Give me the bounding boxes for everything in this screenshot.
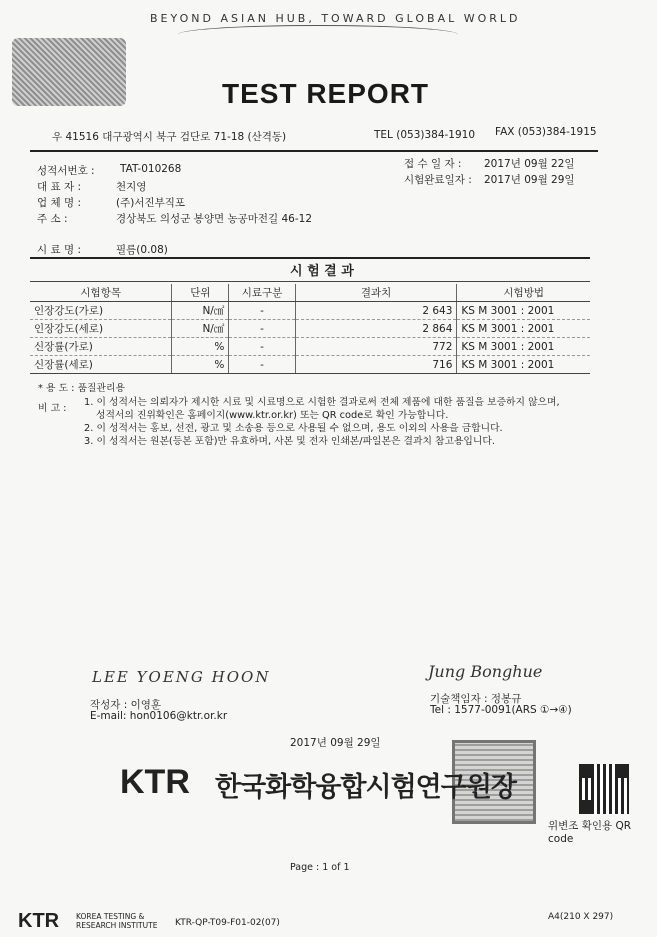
cell-result: 772	[295, 338, 457, 356]
qr-code-icon[interactable]	[579, 764, 629, 814]
tech-manager-signature: Jung Bonghue	[428, 662, 543, 681]
cell-item: 인장강도(세로)	[30, 320, 172, 338]
cell-result: 2 864	[295, 320, 457, 338]
company: (주)서진부직포	[116, 197, 186, 209]
table-row	[30, 302, 590, 320]
tech-manager-name: 기술책임자 : 정봉규	[430, 693, 522, 705]
cell-class: -	[229, 320, 295, 338]
col-header-class: 시료구분	[229, 284, 295, 302]
cell-method: KS M 3001 : 2001	[457, 338, 590, 356]
cell-class: -	[229, 302, 295, 320]
cell-method: KS M 3001 : 2001	[457, 356, 590, 374]
footer-ktr-logo: KTR	[18, 910, 60, 932]
cell-unit: %	[172, 338, 229, 356]
tech-manager-tel: Tel : 1577-0091(ARS ①→④)	[430, 704, 572, 716]
cell-unit: N/㎠	[172, 302, 229, 320]
col-header-result: 결과치	[295, 284, 457, 302]
remark-1b: 성적서의 진위확인은 홈페이지(www.ktr.or.kr) 또는 QR code로 확인 가능합니다.	[96, 410, 449, 421]
col-header-unit: 단위	[172, 284, 229, 302]
header-divider	[30, 150, 598, 152]
col-header-method: 시험방법	[457, 284, 590, 302]
sample-label: 시 료 명 :	[37, 244, 81, 256]
table-row	[30, 320, 590, 338]
cell-unit: N/㎠	[172, 320, 229, 338]
table-row	[30, 338, 590, 356]
completed-date-label: 시험완료일자 :	[404, 174, 472, 186]
results-heading-rule	[30, 281, 590, 282]
report-no-label: 성적서번호 :	[37, 165, 95, 177]
footer-institute-line2: RESEARCH INSTITUTE	[76, 921, 158, 930]
received-date: 2017년 09월 22일	[484, 158, 575, 170]
remark-3: 3. 이 성적서는 원본(등본 포함)만 유효하며, 사본 및 전자 인쇄본/파일본은 결과치 참고용입니다.	[84, 436, 495, 447]
representative-label: 대 표 자 :	[37, 181, 81, 193]
footer-institute-line1: KOREA TESTING &	[76, 912, 145, 921]
remark-1: 1. 이 성적서는 의뢰자가 제시한 시료 및 시료명으로 시험한 결과로써 전체 제품에 대한 품질을 보증하지 않으며,	[84, 397, 560, 408]
writer-name: 작성자 : 이영훈	[90, 699, 162, 711]
cell-unit: %	[172, 356, 229, 374]
cell-class: -	[229, 356, 295, 374]
received-date-label: 접 수 일 자 :	[404, 158, 462, 170]
remarks-label: 비 고 :	[38, 403, 67, 414]
form-number: KTR-QP-T09-F01-02(07)	[175, 918, 280, 928]
issue-date: 2017년 09월 29일	[290, 737, 381, 749]
col-header-item: 시험항목	[30, 284, 172, 302]
writer-signature: LEE YOENG HOON	[92, 668, 271, 686]
cell-class: -	[229, 338, 295, 356]
cell-method: KS M 3001 : 2001	[457, 302, 590, 320]
usage-note: * 용 도 : 품질관리용	[38, 383, 125, 394]
footer-institute	[76, 912, 157, 930]
results-top-rule	[30, 257, 590, 259]
organization-name: 한국화학융합시험연구원장	[215, 772, 516, 803]
address: 경상북도 의성군 봉양면 농공마전길 46-12	[116, 213, 313, 225]
qr-caption: 위변조 확인용 QR code	[548, 820, 632, 845]
lab-fax: FAX (053)384-1915	[495, 126, 597, 138]
sample-name: 필름(0.08)	[116, 244, 168, 256]
cell-method: KS M 3001 : 2001	[457, 320, 590, 338]
slogan: BEYOND ASIAN HUB, TOWARD GLOBAL WORLD	[150, 12, 521, 25]
page-indicator: Page : 1 of 1	[290, 862, 350, 873]
company-label: 업 체 명 :	[37, 197, 81, 209]
cell-item: 신장률(가로)	[30, 338, 172, 356]
paper-size: A4(210 X 297)	[548, 912, 614, 922]
cell-result: 716	[295, 356, 457, 374]
cell-item: 신장률(세로)	[30, 356, 172, 374]
completed-date: 2017년 09월 29일	[484, 174, 575, 186]
table-row	[30, 356, 590, 374]
representative: 천지영	[116, 181, 147, 193]
cell-result: 2 643	[295, 302, 457, 320]
address-label: 주 소 :	[37, 213, 68, 225]
ktr-logo: KTR	[120, 763, 190, 801]
table-header-row	[30, 284, 590, 302]
slogan-arc	[178, 25, 458, 44]
security-pattern-image	[12, 38, 126, 106]
page-title: TEST REPORT	[222, 78, 430, 109]
results-table	[30, 284, 590, 374]
cell-item: 인장강도(가로)	[30, 302, 172, 320]
lab-address: 우 41516 대구광역시 북구 검단로 71-18 (산격동)	[52, 131, 287, 143]
results-heading: 시 험 결 과	[290, 264, 354, 279]
writer-email: E-mail: hon0106@ktr.or.kr	[90, 710, 228, 722]
lab-tel: TEL (053)384-1910	[374, 129, 476, 141]
report-no: TAT-010268	[120, 163, 182, 175]
remark-2: 2. 이 성적서는 홍보, 선전, 광고 및 소송용 등으로 사용될 수 없으며, 용도 이외의 사용을 금합니다.	[84, 423, 503, 434]
